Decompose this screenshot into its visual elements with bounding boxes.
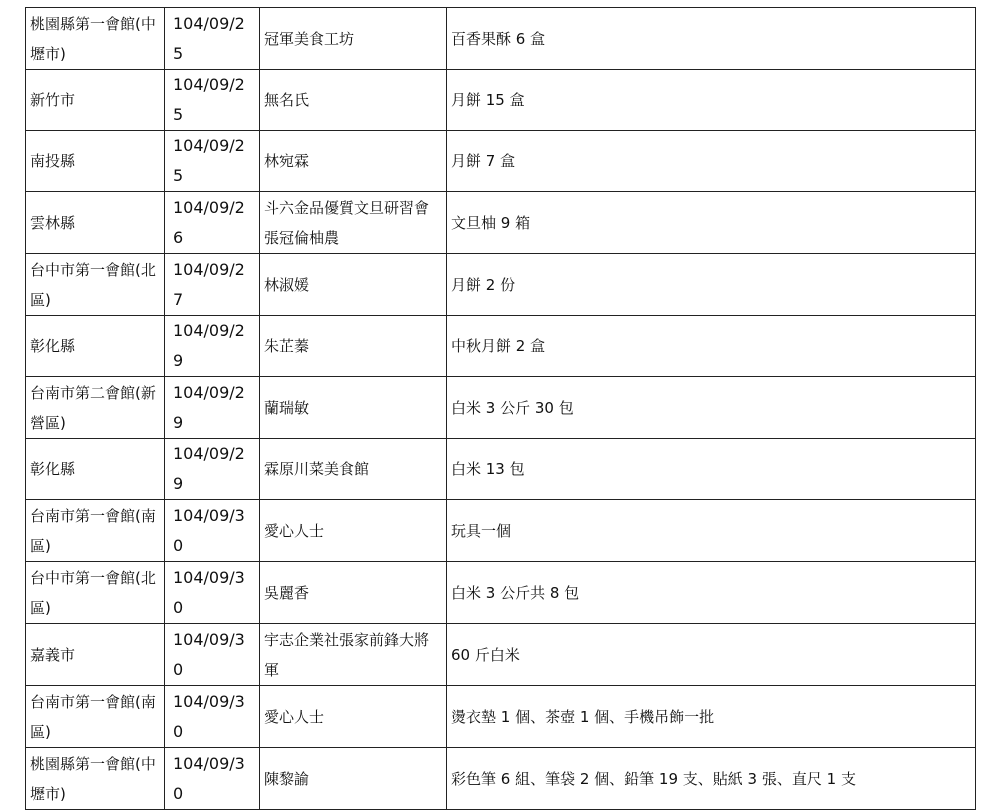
table-row bbox=[26, 70, 976, 131]
table-row bbox=[26, 316, 976, 377]
date-cell: 104/09/25 bbox=[165, 131, 260, 192]
branch-cell: 新竹市 bbox=[26, 70, 165, 131]
item-cell: 白米 13 包 bbox=[447, 439, 976, 500]
date-cell: 104/09/25 bbox=[165, 70, 260, 131]
table-row bbox=[26, 192, 976, 254]
table-row bbox=[26, 624, 976, 686]
branch-cell: 台南市第二會館(新營區) bbox=[26, 377, 165, 439]
branch-cell: 台南市第一會館(南區) bbox=[26, 686, 165, 748]
branch-cell: 彰化縣 bbox=[26, 316, 165, 377]
donor-cell: 愛心人士 bbox=[260, 500, 447, 562]
donor-cell: 朱芷蓁 bbox=[260, 316, 447, 377]
item-cell: 玩具一個 bbox=[447, 500, 976, 562]
table-row bbox=[26, 439, 976, 500]
item-cell: 白米 3 公斤共 8 包 bbox=[447, 562, 976, 624]
donor-cell: 陳黎諭 bbox=[260, 748, 447, 810]
date-cell: 104/09/30 bbox=[165, 624, 260, 686]
item-cell: 彩色筆 6 組、筆袋 2 個、鉛筆 19 支、貼紙 3 張、直尺 1 支 bbox=[447, 748, 976, 810]
date-cell: 104/09/25 bbox=[165, 8, 260, 70]
item-cell: 燙衣墊 1 個、茶壺 1 個、手機吊飾一批 bbox=[447, 686, 976, 748]
table-row bbox=[26, 8, 976, 70]
branch-cell: 台中市第一會館(北區) bbox=[26, 562, 165, 624]
date-cell: 104/09/30 bbox=[165, 500, 260, 562]
branch-cell: 南投縣 bbox=[26, 131, 165, 192]
donor-cell: 霖原川菜美食館 bbox=[260, 439, 447, 500]
donor-cell: 冠軍美食工坊 bbox=[260, 8, 447, 70]
branch-cell: 桃園縣第一會館(中壢市) bbox=[26, 8, 165, 70]
branch-cell: 桃園縣第一會館(中壢市) bbox=[26, 748, 165, 810]
table-row bbox=[26, 131, 976, 192]
date-cell: 104/09/29 bbox=[165, 377, 260, 439]
branch-cell: 嘉義市 bbox=[26, 624, 165, 686]
branch-cell: 雲林縣 bbox=[26, 192, 165, 254]
table-row bbox=[26, 748, 976, 810]
branch-cell: 彰化縣 bbox=[26, 439, 165, 500]
date-cell: 104/09/29 bbox=[165, 439, 260, 500]
donor-cell: 吳麗香 bbox=[260, 562, 447, 624]
item-cell: 文旦柚 9 箱 bbox=[447, 192, 976, 254]
date-cell: 104/09/27 bbox=[165, 254, 260, 316]
date-cell: 104/09/26 bbox=[165, 192, 260, 254]
date-cell: 104/09/29 bbox=[165, 316, 260, 377]
branch-cell: 台中市第一會館(北區) bbox=[26, 254, 165, 316]
item-cell: 月餅 7 盒 bbox=[447, 131, 976, 192]
donor-cell: 蘭瑞敏 bbox=[260, 377, 447, 439]
item-cell: 60 斤白米 bbox=[447, 624, 976, 686]
date-cell: 104/09/30 bbox=[165, 748, 260, 810]
donor-cell: 林宛霖 bbox=[260, 131, 447, 192]
table-row bbox=[26, 377, 976, 439]
item-cell: 月餅 2 份 bbox=[447, 254, 976, 316]
table-row bbox=[26, 254, 976, 316]
item-cell: 中秋月餅 2 盒 bbox=[447, 316, 976, 377]
donation-table bbox=[25, 7, 976, 810]
item-cell: 白米 3 公斤 30 包 bbox=[447, 377, 976, 439]
donor-cell: 愛心人士 bbox=[260, 686, 447, 748]
table-row bbox=[26, 562, 976, 624]
donor-cell: 無名氏 bbox=[260, 70, 447, 131]
item-cell: 月餅 15 盒 bbox=[447, 70, 976, 131]
branch-cell: 台南市第一會館(南區) bbox=[26, 500, 165, 562]
donor-cell: 宇志企業社張家前鋒大將軍 bbox=[260, 624, 447, 686]
donor-cell: 斗六金品優質文旦研習會張冠倫柚農 bbox=[260, 192, 447, 254]
item-cell: 百香果酥 6 盒 bbox=[447, 8, 976, 70]
donor-cell: 林淑媛 bbox=[260, 254, 447, 316]
date-cell: 104/09/30 bbox=[165, 562, 260, 624]
table-row bbox=[26, 686, 976, 748]
date-cell: 104/09/30 bbox=[165, 686, 260, 748]
table-row bbox=[26, 500, 976, 562]
